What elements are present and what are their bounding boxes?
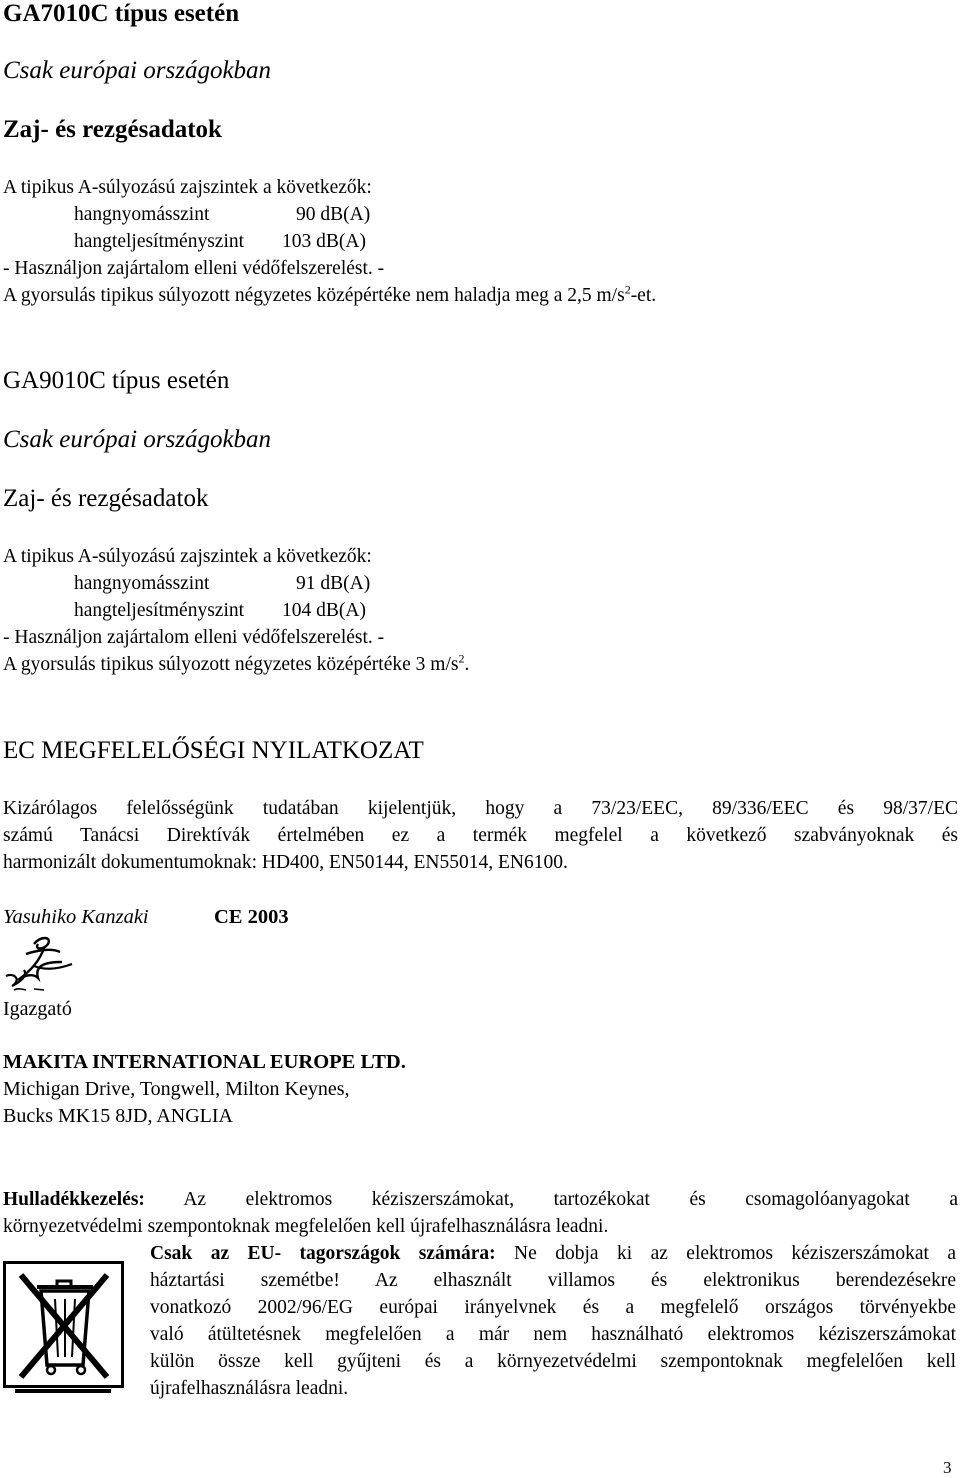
signature-image [4, 934, 78, 992]
eu-label: Csak az EU- tagországok számára: [150, 1243, 496, 1264]
section2-region: Csak európai országokban [3, 426, 272, 453]
page-number: 3 [943, 1458, 952, 1477]
section1-row2-value: 103 dB(A) [282, 231, 366, 252]
declaration-line2: számú Tanácsi Direktívák értelmében ez a termék megfelel a következő szabványoknak és [3, 825, 958, 846]
section2-row2-label: hangteljesítményszint [74, 600, 245, 621]
eu-line2: háztartási szemétbe! Az elhasznált villamos és elektronikus berendezésekre [150, 1270, 956, 1291]
section2-accel-after: . [464, 654, 470, 675]
declaration-line3: harmonizált dokumentumoknak: HD400, EN50144, EN55014, EN6100. [3, 852, 568, 873]
crossed-out-wheelie-bin-icon [3, 1261, 135, 1395]
section1-title: GA7010C típus esetén [3, 0, 240, 27]
eu-line3: vonatkozó 2002/96/EG európai irányelvnek és a megfelelő országos törvényekbe [150, 1297, 956, 1318]
waste-line1-text: Az elektromos kéziszerszámokat, tartozékokat és csomagolóanyagokat a [183, 1189, 958, 1210]
waste-label: Hulladékkezelés: [3, 1189, 145, 1210]
section1-row1-value: 90 dB(A) [296, 204, 371, 225]
declaration-title: EC MEGFELELŐSÉGI NYILATKOZAT [3, 737, 424, 764]
section1-row1-label: hangnyomásszint [74, 204, 210, 225]
section2-title: GA9010C típus esetén [3, 367, 230, 394]
signer-name: Yasuhiko Kanzaki [3, 906, 149, 928]
section1-subtitle: Zaj- és rezgésadatok [3, 116, 222, 143]
waste-line2: környezetvédelmi szempontoknak megfelelően kell újrafelhasználásra leadni. [3, 1216, 609, 1237]
eu-line4: való átültetésnek megfelelően a már nem használható elektromos kéziszerszámokat [150, 1324, 956, 1345]
section2-protection: - Használjon zajártalom elleni védőfelszerelést. - [3, 627, 385, 648]
section1-accel-after: -et. [630, 285, 657, 306]
ce-mark: CE 2003 [214, 906, 289, 928]
company-address-line2: Bucks MK15 8JD, ANGLIA [3, 1105, 233, 1127]
company-address-line1: Michigan Drive, Tongwell, Milton Keynes, [3, 1078, 350, 1100]
signer-role: Igazgató [3, 998, 72, 1020]
section1-intro: A tipikus A-súlyozású zajszintek a következők: [3, 177, 372, 198]
declaration-line1: Kizárólagos felelősségünk tudatában kijelentjük, hogy a 73/23/EEC, 89/336/EEC és 98/37/EC [3, 798, 958, 819]
section2-acceleration [3, 651, 469, 678]
section1-accel-sup: 2 [624, 282, 631, 297]
section2-accel-sup: 2 [458, 651, 465, 666]
section2-row1-value: 91 dB(A) [296, 573, 371, 594]
eu-line1-text: Ne dobja ki az elektromos kéziszerszámokat a [514, 1243, 956, 1264]
section2-subtitle: Zaj- és rezgésadatok [3, 485, 209, 512]
section1-row2-label: hangteljesítményszint [74, 231, 245, 252]
section2-row2-value: 104 dB(A) [282, 600, 366, 621]
section1-accel-text: A gyorsulás tipikus súlyozott négyzetes középértéke nem haladja meg a 2,5 m/s [3, 285, 625, 306]
section2-row1-label: hangnyomásszint [74, 573, 210, 594]
company-name: MAKITA INTERNATIONAL EUROPE LTD. [3, 1051, 406, 1073]
section1-region: Csak európai országokban [3, 57, 272, 84]
section1-protection: - Használjon zajártalom elleni védőfelszerelést. - [3, 258, 385, 279]
eu-line5: külön össze kell gyűjteni és a környezetvédelmi szempontoknak megfelelően kell [150, 1351, 956, 1372]
section1-acceleration [3, 282, 656, 309]
eu-line1 [150, 1240, 956, 1267]
eu-line6: újrafelhasználásra leadni. [150, 1378, 349, 1399]
waste-line1 [3, 1186, 958, 1213]
section2-intro: A tipikus A-súlyozású zajszintek a következők: [3, 546, 372, 567]
section2-accel-text: A gyorsulás tipikus súlyozott négyzetes középértéke 3 m/s [3, 654, 459, 675]
